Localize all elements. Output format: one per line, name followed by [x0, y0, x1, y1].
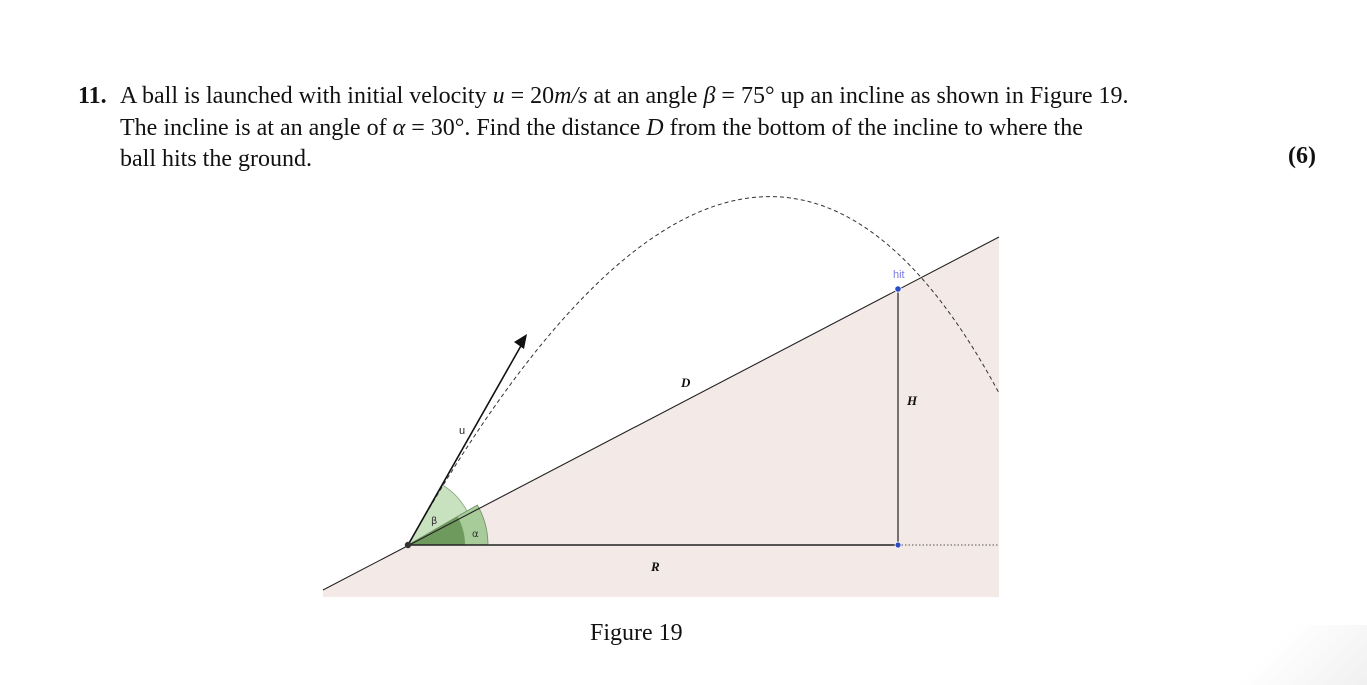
unit-ms: m/s — [554, 83, 588, 109]
label-r: R — [651, 559, 660, 574]
var-d: D — [646, 115, 664, 141]
label-beta: β — [431, 516, 438, 527]
var-beta: β — [703, 83, 716, 109]
foot-point — [895, 542, 901, 548]
var-alpha: α — [392, 115, 406, 141]
launch-point — [405, 542, 411, 548]
question-line-1: A ball is launched with initial velocity u = 20m/s at an angle β = 75° up an incline as shown in Figure 19. — [120, 83, 1129, 109]
marks-label: (6) — [1288, 143, 1316, 169]
label-h: H — [907, 393, 918, 408]
var-u: u — [492, 83, 505, 109]
label-hit: hit — [893, 269, 905, 281]
hit-point — [895, 286, 901, 292]
figure-caption: Figure 19 — [590, 620, 683, 646]
label-d: D — [681, 375, 691, 390]
question-number: 11. — [78, 83, 107, 109]
question-line-3: ball hits the ground. — [120, 146, 312, 172]
label-alpha: α — [472, 529, 479, 540]
label-u: u — [459, 425, 466, 437]
question-line-2: The incline is at an angle of α = 30°. Find the distance D from the bottom of the incline to where the — [120, 115, 1083, 141]
